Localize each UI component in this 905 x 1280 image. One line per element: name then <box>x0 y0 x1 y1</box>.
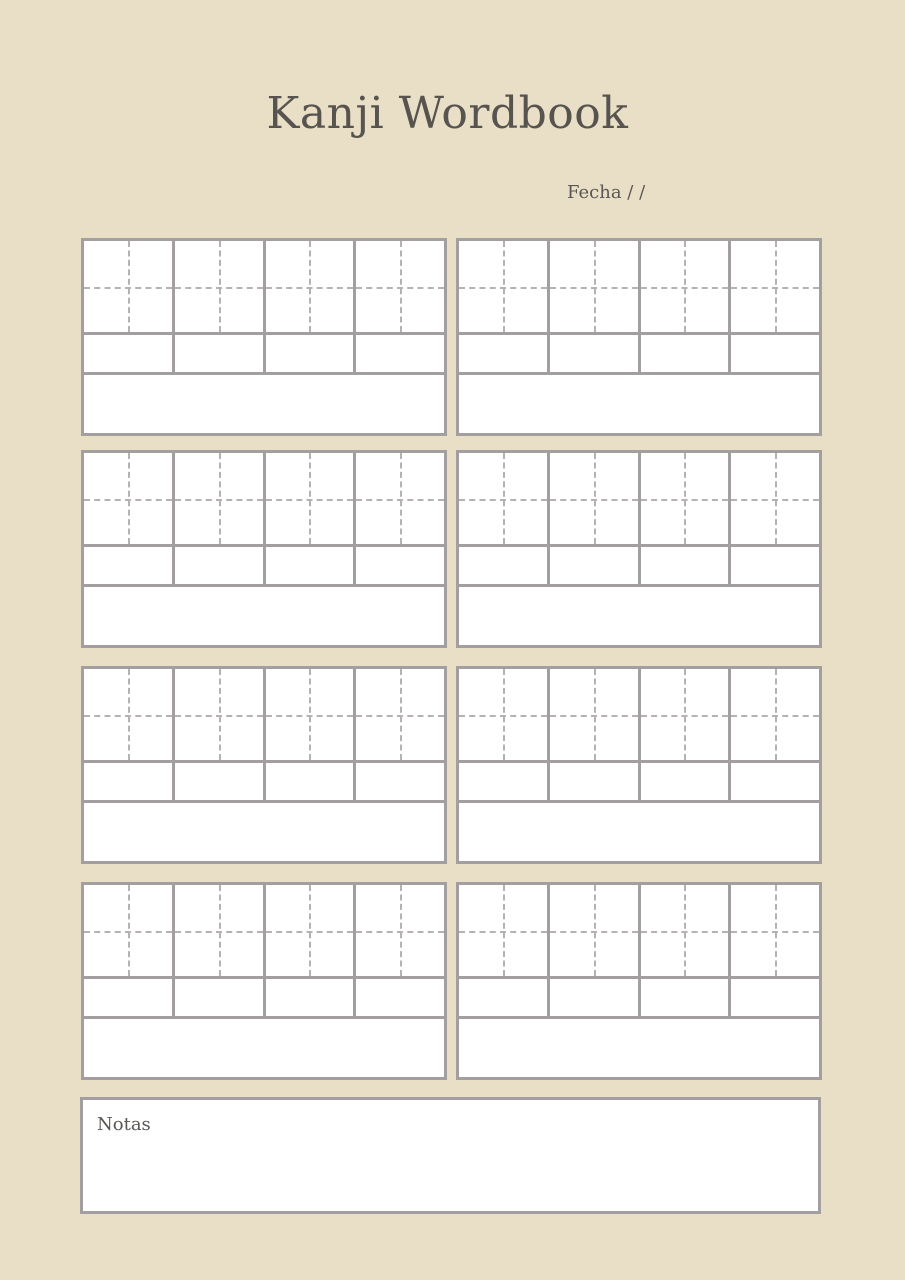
reading-row <box>84 763 444 803</box>
kanji-practice-cell[interactable] <box>550 885 641 976</box>
horizontal-guide-line <box>459 931 547 933</box>
kanji-practice-cell[interactable] <box>550 669 641 760</box>
reading-cell[interactable] <box>731 979 819 1016</box>
reading-cell[interactable] <box>641 335 732 372</box>
horizontal-guide-line <box>266 287 354 289</box>
horizontal-guide-line <box>459 715 547 717</box>
horizontal-guide-line <box>266 499 354 501</box>
horizontal-guide-line <box>356 931 444 933</box>
kanji-practice-cell[interactable] <box>356 241 444 332</box>
reading-cell[interactable] <box>266 979 357 1016</box>
kanji-card <box>456 450 822 648</box>
horizontal-guide-line <box>356 287 444 289</box>
kanji-practice-cell[interactable] <box>356 885 444 976</box>
reading-cell[interactable] <box>175 763 266 800</box>
horizontal-guide-line <box>641 931 729 933</box>
reading-cell[interactable] <box>731 763 819 800</box>
meaning-area[interactable] <box>459 803 819 861</box>
horizontal-guide-line <box>84 287 172 289</box>
kanji-practice-row <box>459 885 819 979</box>
kanji-practice-cell[interactable] <box>550 241 641 332</box>
kanji-card <box>456 882 822 1080</box>
reading-cell[interactable] <box>84 547 175 584</box>
reading-cell[interactable] <box>550 335 641 372</box>
reading-cell[interactable] <box>175 547 266 584</box>
reading-cell[interactable] <box>175 335 266 372</box>
kanji-card <box>456 666 822 864</box>
kanji-practice-cell[interactable] <box>175 669 266 760</box>
kanji-card <box>81 238 447 436</box>
kanji-practice-cell[interactable] <box>731 885 819 976</box>
kanji-practice-cell[interactable] <box>356 669 444 760</box>
horizontal-guide-line <box>175 287 263 289</box>
reading-cell[interactable] <box>356 979 444 1016</box>
kanji-practice-cell[interactable] <box>641 669 732 760</box>
reading-cell[interactable] <box>84 763 175 800</box>
kanji-practice-cell[interactable] <box>175 885 266 976</box>
notes-box[interactable] <box>80 1097 821 1214</box>
horizontal-guide-line <box>266 931 354 933</box>
kanji-practice-cell[interactable] <box>641 885 732 976</box>
kanji-practice-cell[interactable] <box>731 453 819 544</box>
kanji-practice-cell[interactable] <box>459 453 550 544</box>
horizontal-guide-line <box>175 715 263 717</box>
meaning-area[interactable] <box>84 375 444 433</box>
meaning-area[interactable] <box>84 803 444 861</box>
horizontal-guide-line <box>459 287 547 289</box>
meaning-area[interactable] <box>459 1019 819 1077</box>
kanji-practice-cell[interactable] <box>641 241 732 332</box>
kanji-practice-row <box>459 453 819 547</box>
horizontal-guide-line <box>550 931 638 933</box>
kanji-card <box>81 882 447 1080</box>
horizontal-guide-line <box>550 287 638 289</box>
kanji-practice-row <box>84 885 444 979</box>
horizontal-guide-line <box>550 499 638 501</box>
reading-cell[interactable] <box>356 335 444 372</box>
reading-row <box>84 335 444 375</box>
horizontal-guide-line <box>731 931 819 933</box>
horizontal-guide-line <box>641 287 729 289</box>
kanji-practice-cell[interactable] <box>459 669 550 760</box>
reading-cell[interactable] <box>641 763 732 800</box>
horizontal-guide-line <box>731 715 819 717</box>
reading-row <box>459 547 819 587</box>
kanji-practice-cell[interactable] <box>459 885 550 976</box>
reading-row <box>84 979 444 1019</box>
kanji-practice-cell[interactable] <box>356 453 444 544</box>
horizontal-guide-line <box>84 931 172 933</box>
kanji-practice-cell[interactable] <box>731 669 819 760</box>
kanji-practice-cell[interactable] <box>266 669 357 760</box>
kanji-practice-row <box>84 453 444 547</box>
reading-cell[interactable] <box>356 547 444 584</box>
horizontal-guide-line <box>356 499 444 501</box>
kanji-practice-cell[interactable] <box>641 453 732 544</box>
kanji-practice-cell[interactable] <box>550 453 641 544</box>
horizontal-guide-line <box>175 499 263 501</box>
kanji-practice-cell[interactable] <box>84 453 175 544</box>
reading-cell[interactable] <box>550 763 641 800</box>
horizontal-guide-line <box>356 715 444 717</box>
horizontal-guide-line <box>731 499 819 501</box>
horizontal-guide-line <box>459 499 547 501</box>
kanji-card <box>81 450 447 648</box>
reading-row <box>459 979 819 1019</box>
horizontal-guide-line <box>84 715 172 717</box>
reading-cell[interactable] <box>459 547 550 584</box>
reading-row <box>459 335 819 375</box>
kanji-practice-row <box>84 241 444 335</box>
reading-cell[interactable] <box>550 979 641 1016</box>
meaning-area[interactable] <box>84 587 444 645</box>
reading-cell[interactable] <box>550 547 641 584</box>
reading-cell[interactable] <box>459 979 550 1016</box>
kanji-practice-cell[interactable] <box>266 241 357 332</box>
kanji-practice-row <box>84 669 444 763</box>
kanji-practice-cell[interactable] <box>266 885 357 976</box>
kanji-practice-cell[interactable] <box>84 241 175 332</box>
reading-cell[interactable] <box>266 763 357 800</box>
reading-cell[interactable] <box>84 979 175 1016</box>
meaning-area[interactable] <box>84 1019 444 1077</box>
page-title: Kanji Wordbook <box>266 88 629 139</box>
kanji-practice-cell[interactable] <box>84 669 175 760</box>
kanji-practice-cell[interactable] <box>175 241 266 332</box>
reading-row <box>84 547 444 587</box>
kanji-practice-cell[interactable] <box>731 241 819 332</box>
kanji-practice-cell[interactable] <box>84 885 175 976</box>
kanji-card <box>81 666 447 864</box>
horizontal-guide-line <box>84 499 172 501</box>
meaning-area[interactable] <box>459 587 819 645</box>
reading-row <box>459 763 819 803</box>
kanji-practice-row <box>459 669 819 763</box>
kanji-practice-row <box>459 241 819 335</box>
horizontal-guide-line <box>266 715 354 717</box>
kanji-practice-cell[interactable] <box>459 241 550 332</box>
horizontal-guide-line <box>175 931 263 933</box>
reading-cell[interactable] <box>84 335 175 372</box>
reading-cell[interactable] <box>459 763 550 800</box>
kanji-practice-cell[interactable] <box>175 453 266 544</box>
reading-cell[interactable] <box>175 979 266 1016</box>
reading-cell[interactable] <box>641 547 732 584</box>
kanji-card <box>456 238 822 436</box>
horizontal-guide-line <box>641 499 729 501</box>
date-label: Fecha / / <box>567 182 646 203</box>
notes-label: Notas <box>97 1114 151 1135</box>
horizontal-guide-line <box>731 287 819 289</box>
reading-cell[interactable] <box>266 547 357 584</box>
reading-cell[interactable] <box>731 335 819 372</box>
horizontal-guide-line <box>641 715 729 717</box>
horizontal-guide-line <box>550 715 638 717</box>
kanji-practice-cell[interactable] <box>266 453 357 544</box>
reading-cell[interactable] <box>731 547 819 584</box>
reading-cell[interactable] <box>266 335 357 372</box>
reading-cell[interactable] <box>459 335 550 372</box>
reading-cell[interactable] <box>356 763 444 800</box>
meaning-area[interactable] <box>459 375 819 433</box>
reading-cell[interactable] <box>641 979 732 1016</box>
